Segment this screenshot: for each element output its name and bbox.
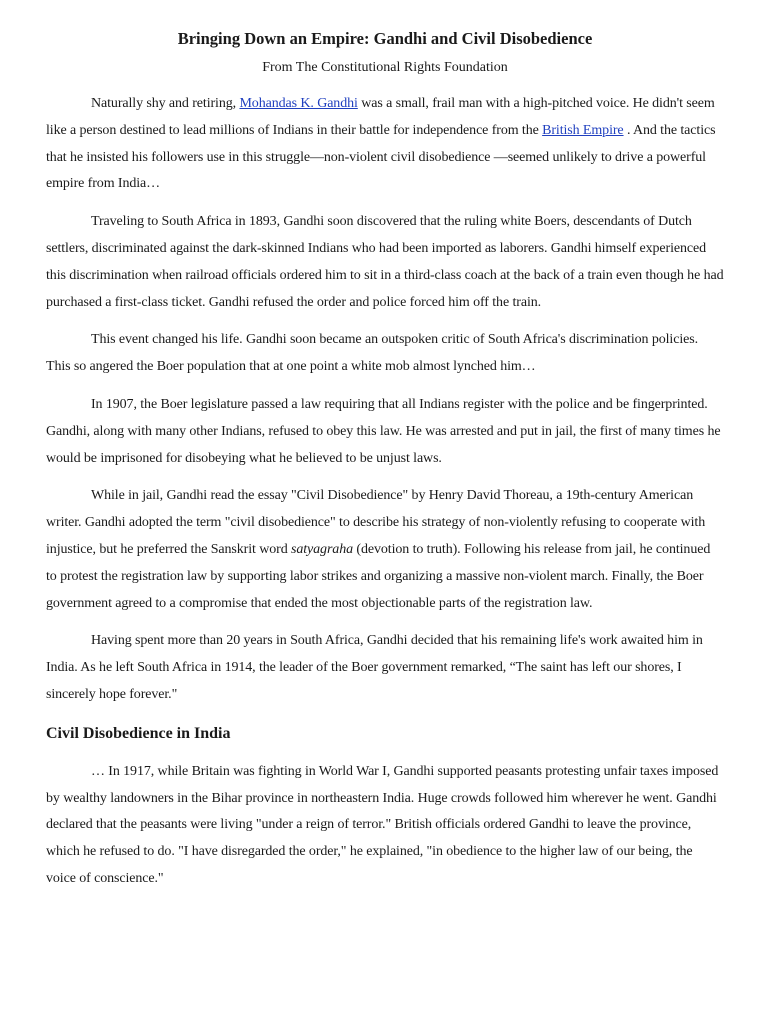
paragraph-text: Naturally shy and retiring,	[91, 96, 240, 111]
paragraph-intro	[46, 91, 724, 198]
paragraph-leaving-south-africa: Having spent more than 20 years in South Africa, Gandhi decided that his remaining life's work awaited him in India. As he left South Africa in 1914, the leader of the Boer government remarked, “The saint has left our shores, I sincerely hope forever."	[46, 633, 703, 702]
document-subtitle: From The Constitutional Rights Foundation	[262, 60, 508, 75]
document-title: Bringing Down an Empire: Gandhi and Civil Disobedience	[177, 29, 593, 48]
link-british-empire[interactable]: British Empire	[542, 122, 624, 138]
section-heading: Civil Disobedience in India	[46, 724, 231, 742]
link-mohandas-gandhi[interactable]: Mohandas K. Gandhi	[239, 96, 358, 111]
italic-term-satyagraha: satyagraha	[291, 541, 354, 557]
paragraph-1907-law: In 1907, the Boer legislature passed a law requiring that all Indians register with the police and be fingerprinted. Gandhi, along with many other Indians, refused to obey this law. He was arrested and put in jail, the first of many times he would be imprisoned for disobeying what he believed to be unjust laws.	[46, 396, 721, 466]
paragraph-text: . And the tactics that he insisted his followers use in this struggle—non-violent civil disobedience —seemed unlikely to drive a powerful empire from India…	[46, 122, 716, 192]
paragraph-text: was a small, frail man with a high-pitched voice. He didn't seem like a person destined to lead millions of Indians in their battle for independence from the	[46, 96, 715, 138]
paragraph-1917-bihar: … In 1917, while Britain was fighting in World War I, Gandhi supported peasants protesting unfair taxes imposed by wealthy landowners in the Bihar province in northeastern India. Huge crowds followed him wherever he went. Gandhi declared that the peasants were living "under a reign of terror." British officials ordered Gandhi to leave the province, which he refused to do. "I have disregarded the order," he explained, "in obedience to the higher law of our being, the voice of conscience."	[46, 763, 719, 886]
paragraph-thoreau	[46, 483, 724, 617]
paragraph-south-africa: Traveling to South Africa in 1893, Gandhi soon discovered that the ruling white Boers, descendants of Dutch settlers, discriminated against the dark-skinned Indians who had been imported as laborers. Gandhi himself experienced this discrimination when railroad officials ordered him to sit in a third-class coach at the back of a train even though he had purchased a first-class ticket. Gandhi refused the order and police forced him off the train.	[46, 214, 724, 310]
paragraph-text: (devotion to truth). Following his release from jail, he continued to protest the registration law by supporting labor strikes and organizing a massive non-violent march. Finally, the Boer government agreed to a compromise that ended the most objectionable parts of the registration law.	[46, 541, 711, 611]
paragraph-text: While in jail, Gandhi read the essay "Civil Disobedience" by Henry David Thoreau, a 19th-century American writer. Gandhi adopted the term "civil disobedience" to describe his strategy of non-violently refusing to cooperate with injustice, but he preferred the Sanskrit word	[46, 488, 706, 557]
paragraph-event-changed-life: This event changed his life. Gandhi soon became an outspoken critic of South Africa's discrimination policies. This so angered the Boer population that at one point a white mob almost lynched him…	[46, 332, 698, 375]
